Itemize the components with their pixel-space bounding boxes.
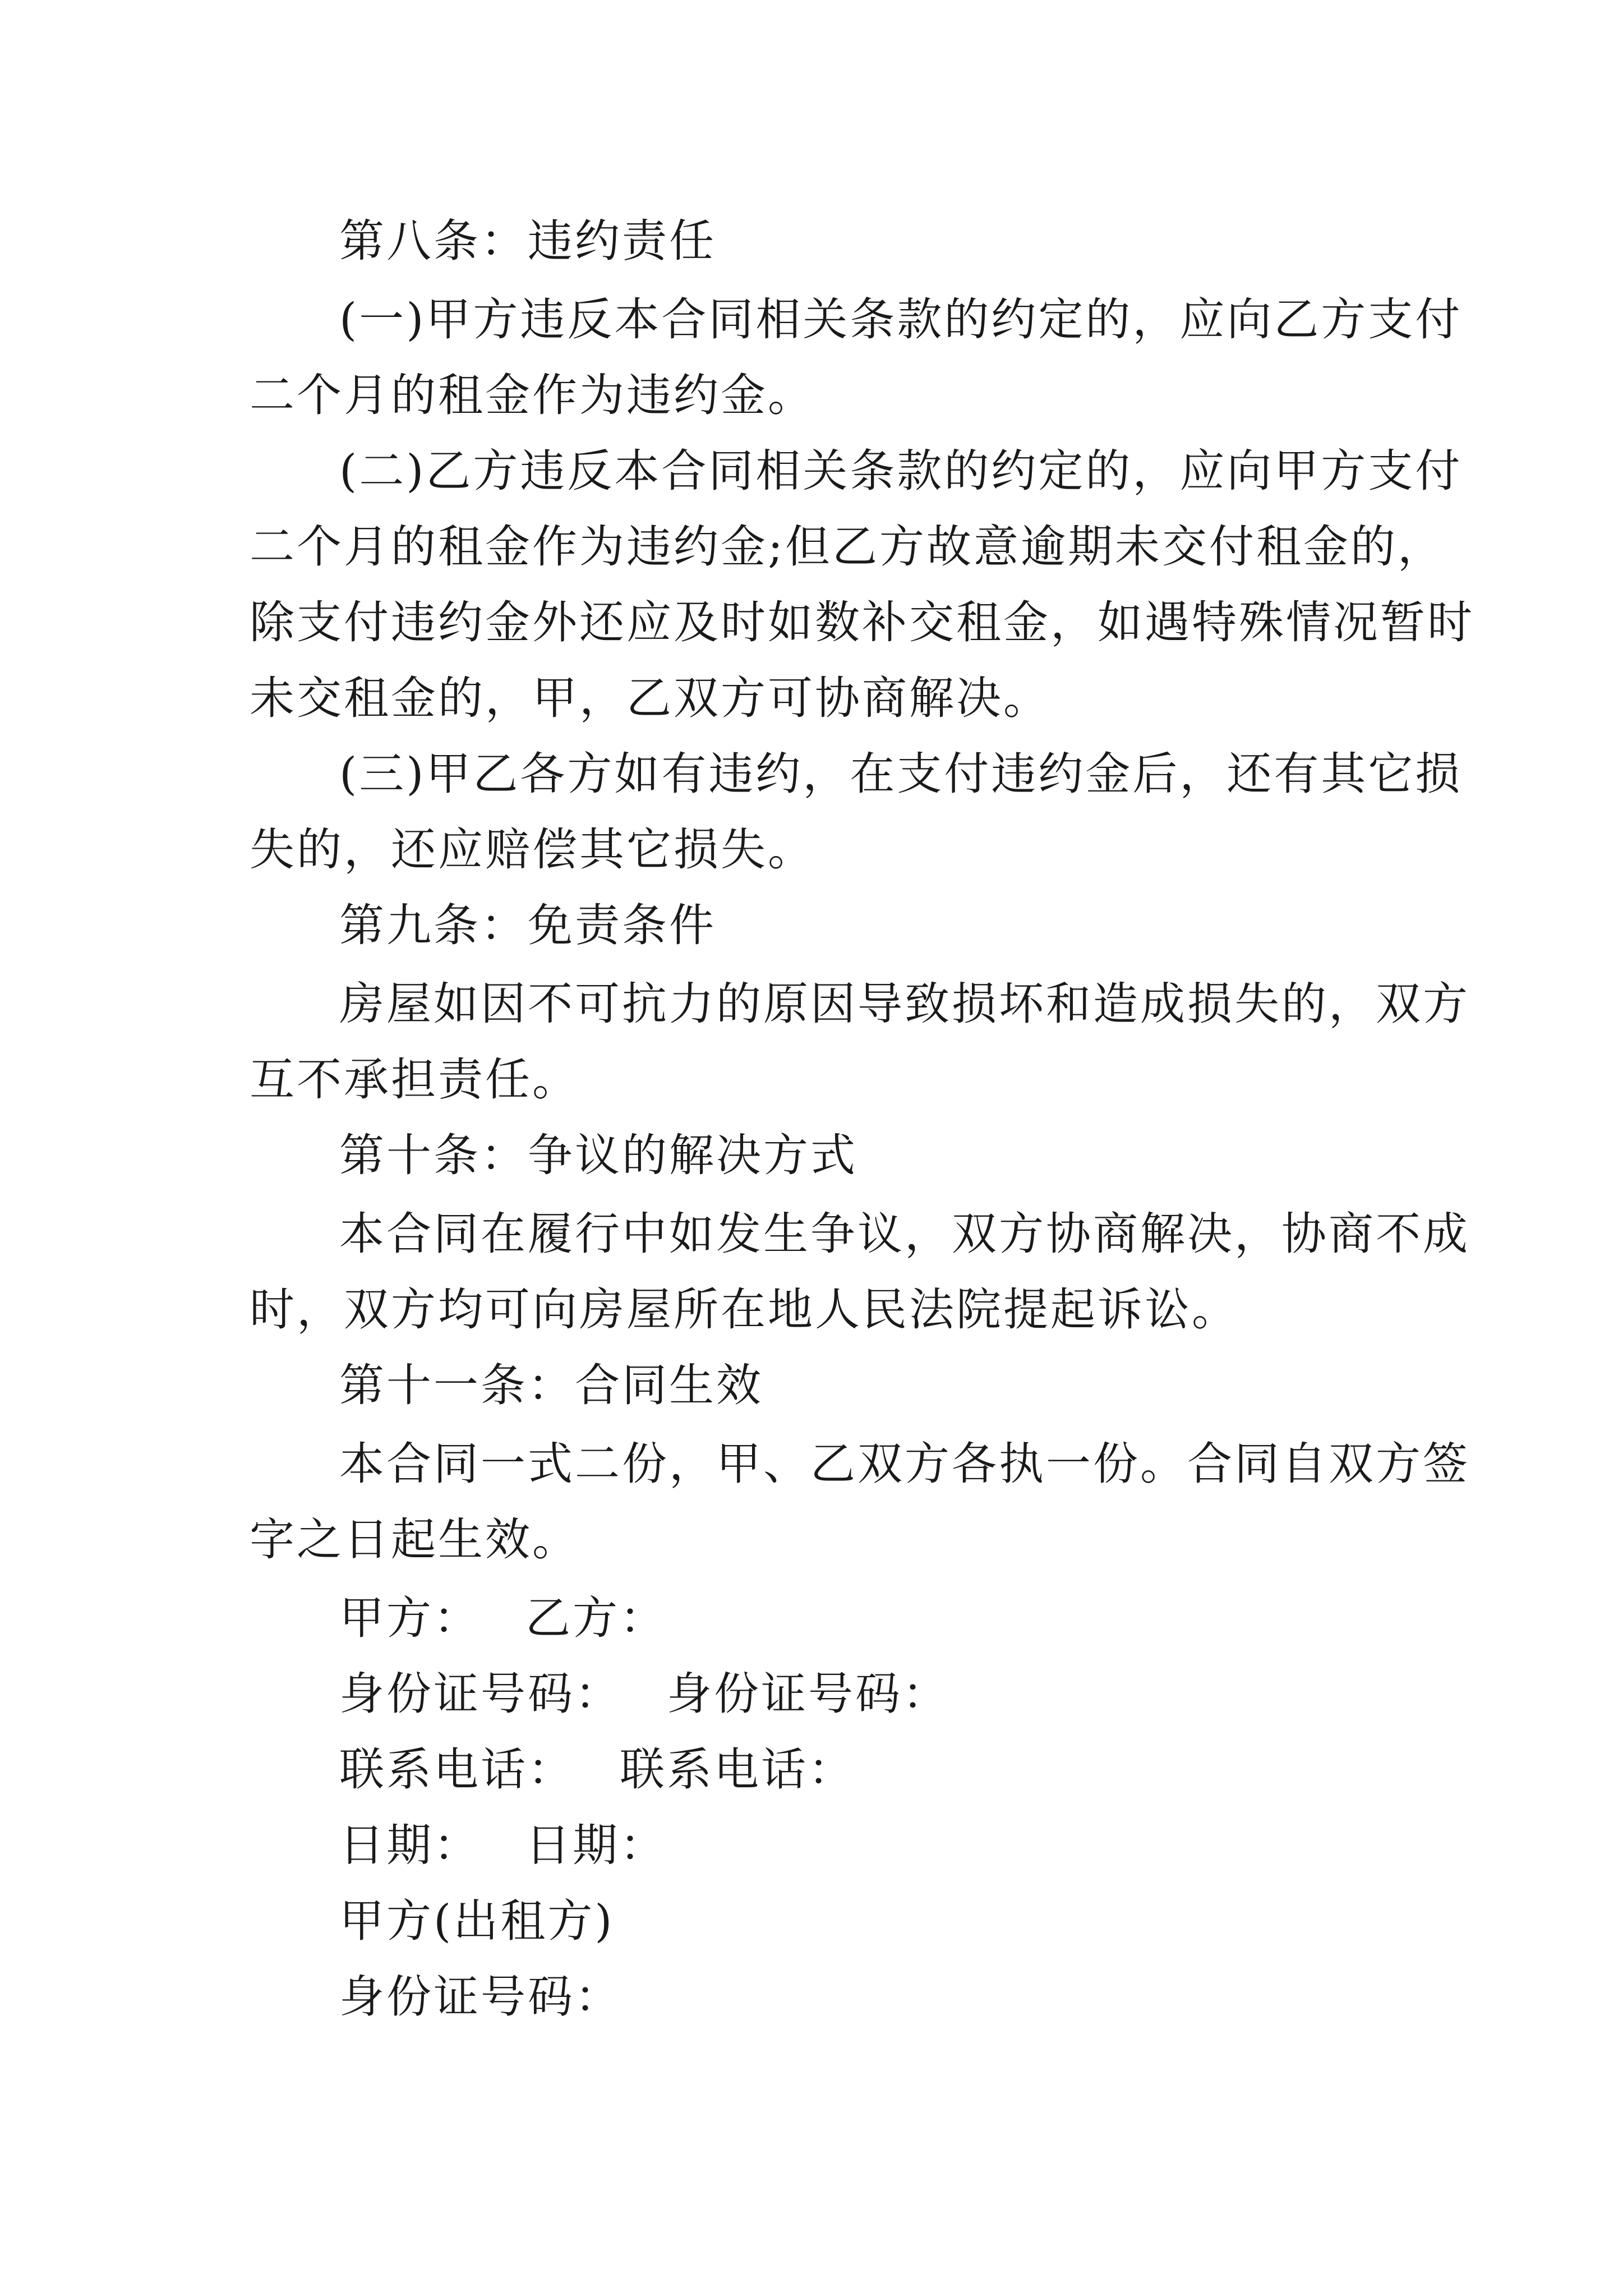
article10-title: 第十条：争议的解决方式 — [339, 1129, 857, 1181]
article8-p2-line3: 除支付违约金外还应及时如数补交租金，如遇特殊情况暂时 — [250, 596, 1474, 648]
article8-p3-line1: (三)甲乙各方如有违约，在支付违约金后，还有其它损 — [339, 748, 1463, 800]
article8-p3-line2: 失的，还应赔偿其它损失。 — [250, 823, 815, 876]
article11-title: 第十一条：合同生效 — [339, 1359, 763, 1411]
party-b-phone-label: 联系电话： — [620, 1743, 855, 1796]
party-a-phone-label: 联系电话： — [339, 1743, 575, 1796]
article11-p1-line2: 字之日起生效。 — [250, 1513, 579, 1566]
signature-party-row — [339, 1590, 667, 1646]
article9-title: 第九条：免责条件 — [339, 899, 716, 951]
article10-p1-line1: 本合同在履行中如发生争议，双方协商解决，协商不成 — [339, 1208, 1470, 1260]
lessor-label: 甲方(出租方) — [339, 1895, 615, 1947]
article9-p1-line2: 互不承担责任。 — [250, 1053, 579, 1106]
signature-date-row — [339, 1818, 667, 1874]
party-b-date-label: 日期： — [525, 1819, 667, 1871]
article8-p2-line4: 未交租金的，甲，乙双方可协商解决。 — [250, 672, 1050, 724]
article8-p2-line1: (二)乙方违反本合同相关条款的约定的，应向甲方支付 — [339, 445, 1463, 497]
article8-p2-line2: 二个月的租金作为违约金;但乙方故意逾期未交付租金的， — [250, 521, 1445, 573]
signature-id-row — [339, 1666, 949, 1722]
party-a-label: 甲方： — [339, 1592, 481, 1644]
article10-p1-line2: 时，双方均可向房屋所在地人民法院提起诉讼。 — [250, 1283, 1239, 1336]
party-a-date-label: 日期： — [339, 1819, 481, 1871]
article9-p1-line1: 房屋如因不可抗力的原因导致损坏和造成损失的，双方 — [339, 978, 1470, 1030]
lessor-id-label: 身份证号码： — [339, 1971, 622, 2023]
party-b-label: 乙方： — [525, 1592, 667, 1644]
article8-title: 第八条：违约责任 — [339, 215, 716, 267]
article8-p1-line1: (一)甲方违反本合同相关条款的约定的，应向乙方支付 — [339, 293, 1463, 346]
article8-p1-line2: 二个月的租金作为违约金。 — [250, 369, 815, 421]
party-a-id-label: 身份证号码： — [339, 1668, 622, 1720]
party-b-id-label: 身份证号码： — [667, 1668, 949, 1720]
signature-phone-row — [339, 1742, 855, 1798]
article11-p1-line1: 本合同一式二份，甲、乙双方各执一份。合同自双方签 — [339, 1438, 1470, 1490]
